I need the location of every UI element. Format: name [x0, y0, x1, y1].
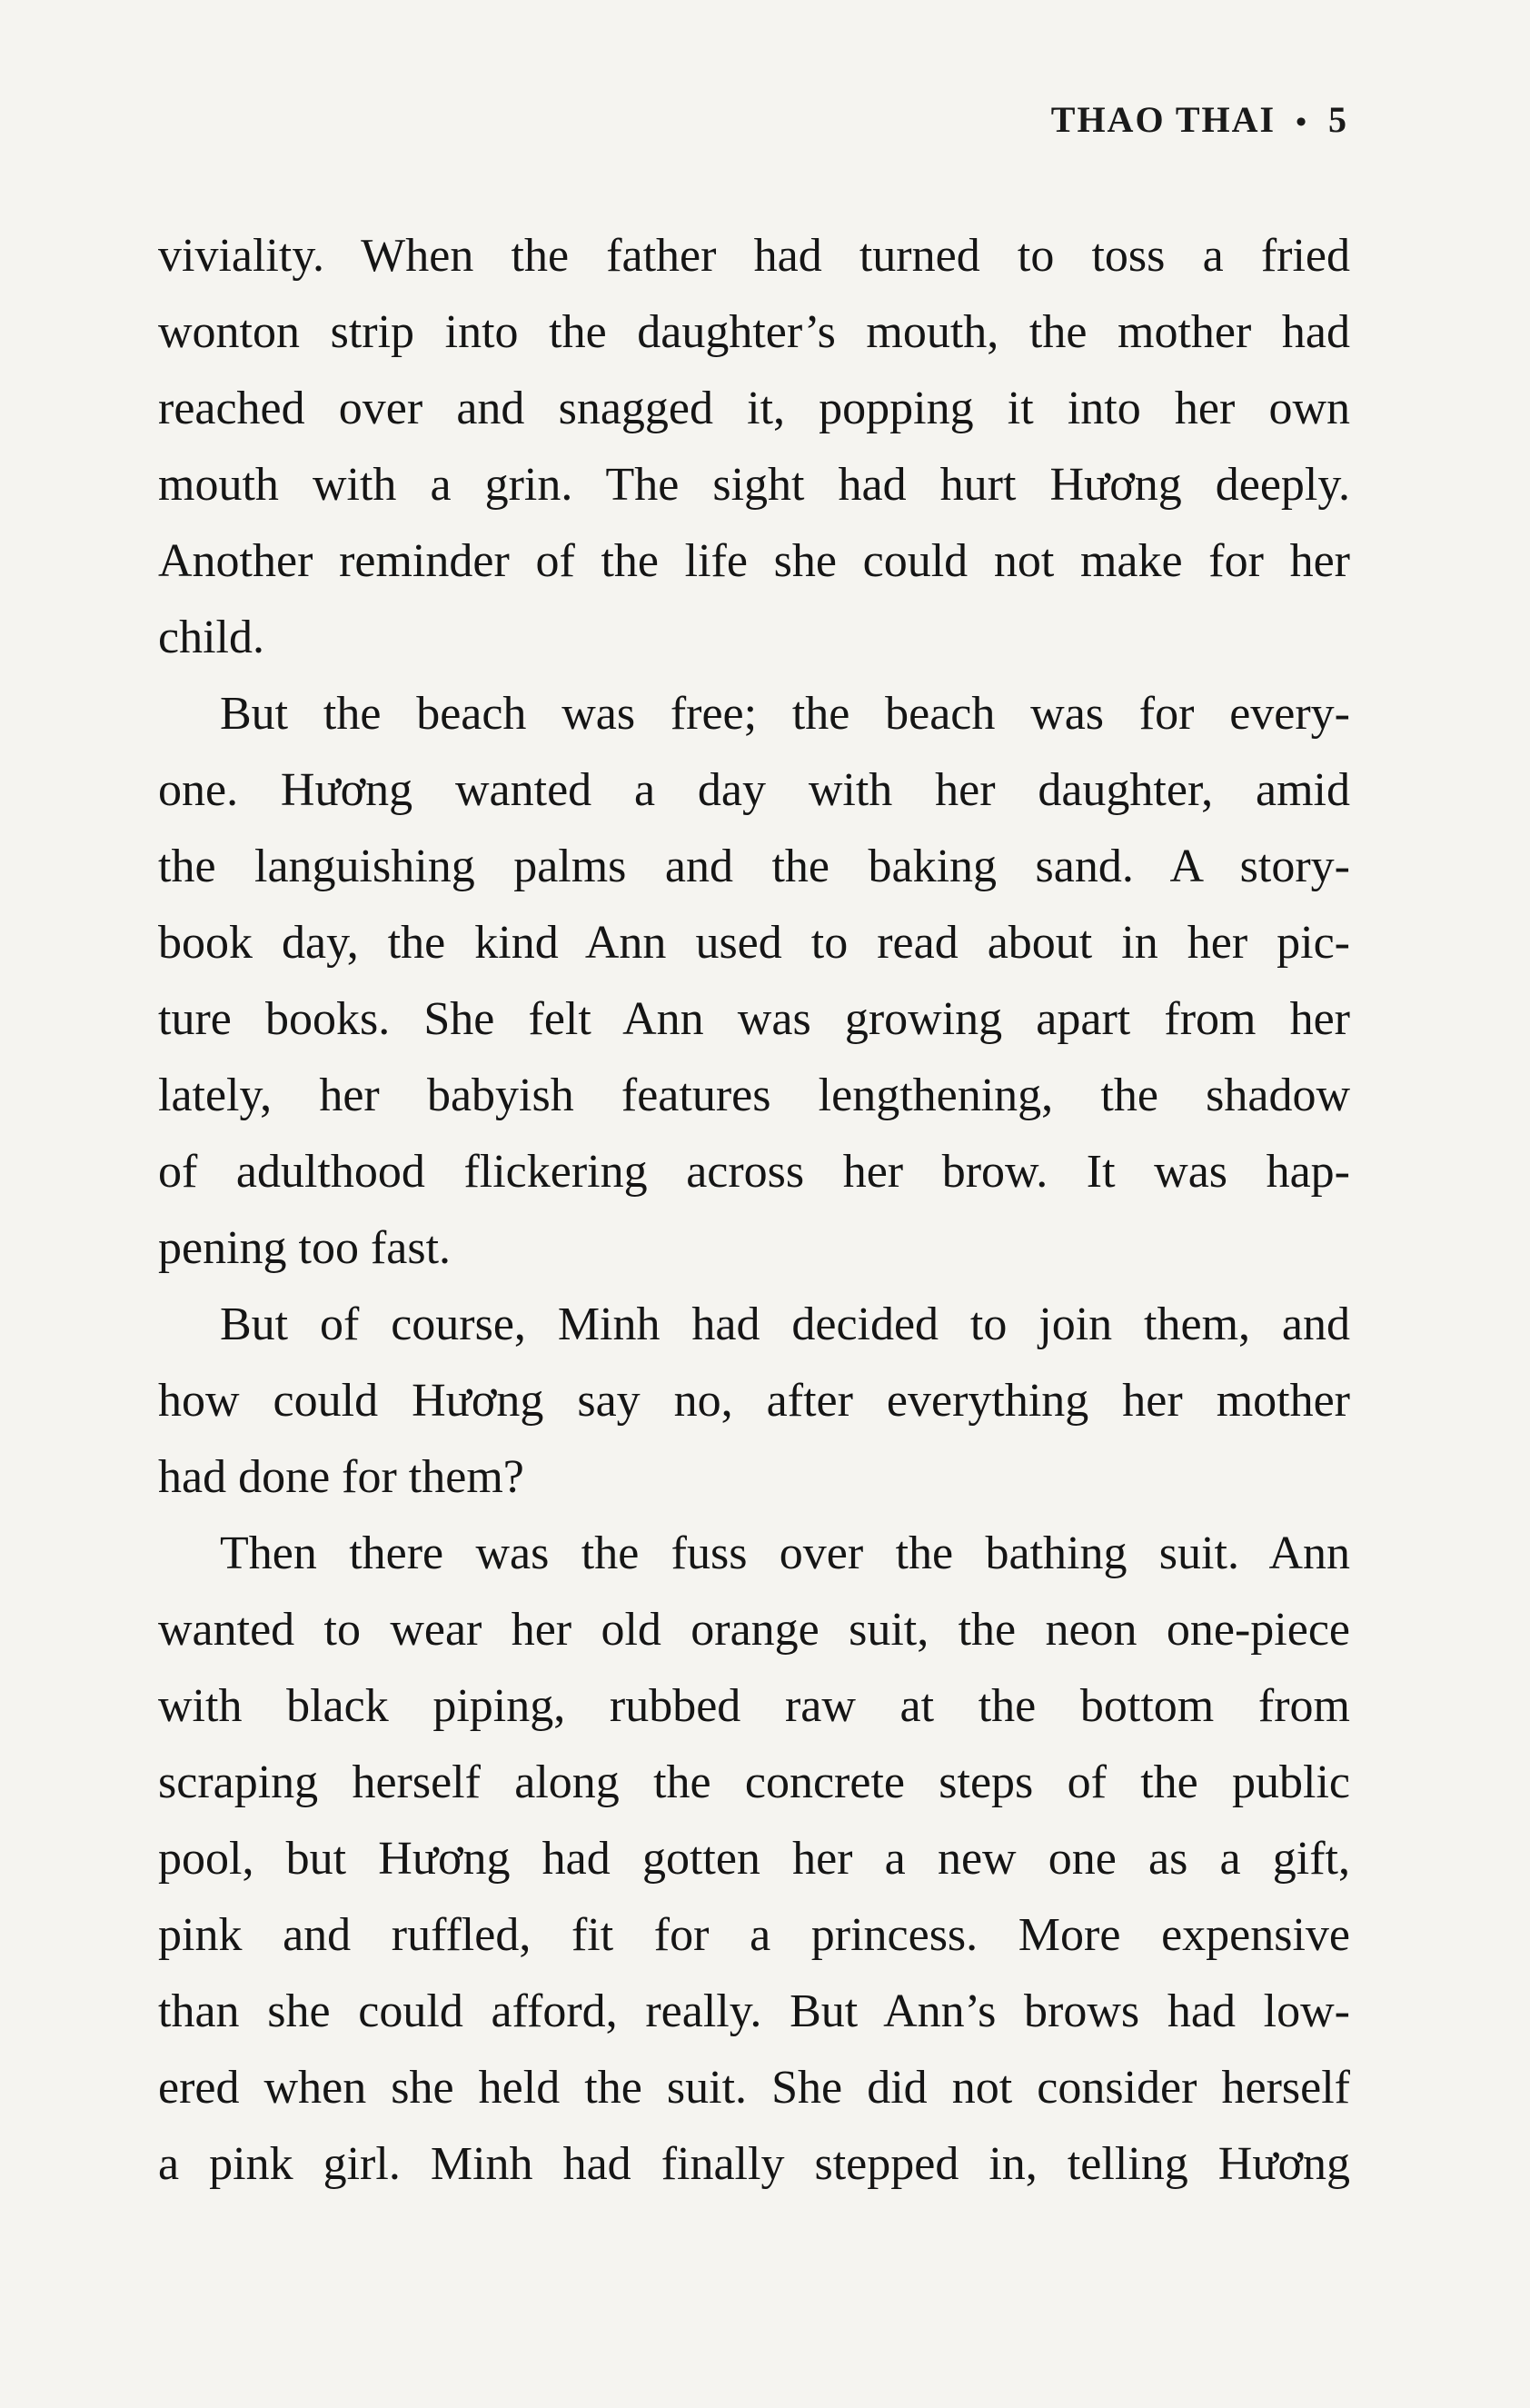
- page-number: 5: [1328, 99, 1348, 140]
- text-line: mouth with a grin. The sight had hurt Hương deeply.: [158, 459, 1350, 511]
- text-line: Then there was the fuss over the bathing suit. Ann: [220, 1527, 1350, 1579]
- text-line: of adulthood flickering across her brow. It was hap-: [158, 1146, 1350, 1198]
- text-line: ture books. She felt Ann was growing apart from her: [158, 993, 1350, 1045]
- text-line: But the beach was free; the beach was for every-: [220, 688, 1350, 740]
- text-line: pening too fast.: [158, 1222, 452, 1274]
- running-head-separator: •: [1296, 105, 1308, 139]
- text-line: pool, but Hương had gotten her a new one as a gift,: [158, 1833, 1350, 1885]
- text-line: how could Hương say no, after everything her mother: [158, 1375, 1350, 1427]
- text-line: wonton strip into the daughter’s mouth, the mother had: [158, 306, 1350, 358]
- text-line: lately, her babyish features lengthening, the shadow: [158, 1070, 1350, 1121]
- text-line: scraping herself along the concrete steps of the public: [158, 1756, 1350, 1808]
- text-line: viviality. When the father had turned to toss a fried: [158, 230, 1350, 282]
- running-head-author: THAO THAI: [1050, 99, 1277, 140]
- text-line: book day, the kind Ann used to read about in her pic-: [158, 917, 1350, 969]
- text-line: ered when she held the suit. She did not consider herself: [158, 2062, 1350, 2114]
- paragraph: [158, 676, 1350, 1287]
- text-line: wanted to wear her old orange suit, the neon one-piece: [158, 1604, 1350, 1656]
- paragraph: [158, 1516, 1350, 2203]
- text-line: Another reminder of the life she could not make for her: [158, 535, 1350, 587]
- text-line: child.: [158, 612, 264, 663]
- text-line: reached over and snagged it, popping it into her own: [158, 383, 1350, 434]
- text-line: had done for them?: [158, 1451, 524, 1503]
- text-line: than she could afford, really. But Ann’s brows had low-: [158, 1985, 1350, 2037]
- paragraph: [158, 1287, 1350, 1516]
- text-line: pink and ruffled, fit for a princess. More expensive: [158, 1909, 1350, 1961]
- body-text: [158, 218, 1350, 2203]
- text-line: the languishing palms and the baking sand. A story-: [158, 841, 1350, 892]
- text-line: a pink girl. Minh had finally stepped in, telling Hương: [158, 2138, 1350, 2190]
- running-head: [1051, 98, 1348, 141]
- text-line: with black piping, rubbed raw at the bottom from: [158, 1680, 1350, 1732]
- text-line: one. Hương wanted a day with her daughter, amid: [158, 764, 1350, 816]
- paragraph: [158, 218, 1350, 676]
- text-line: But of course, Minh had decided to join them, and: [220, 1299, 1350, 1350]
